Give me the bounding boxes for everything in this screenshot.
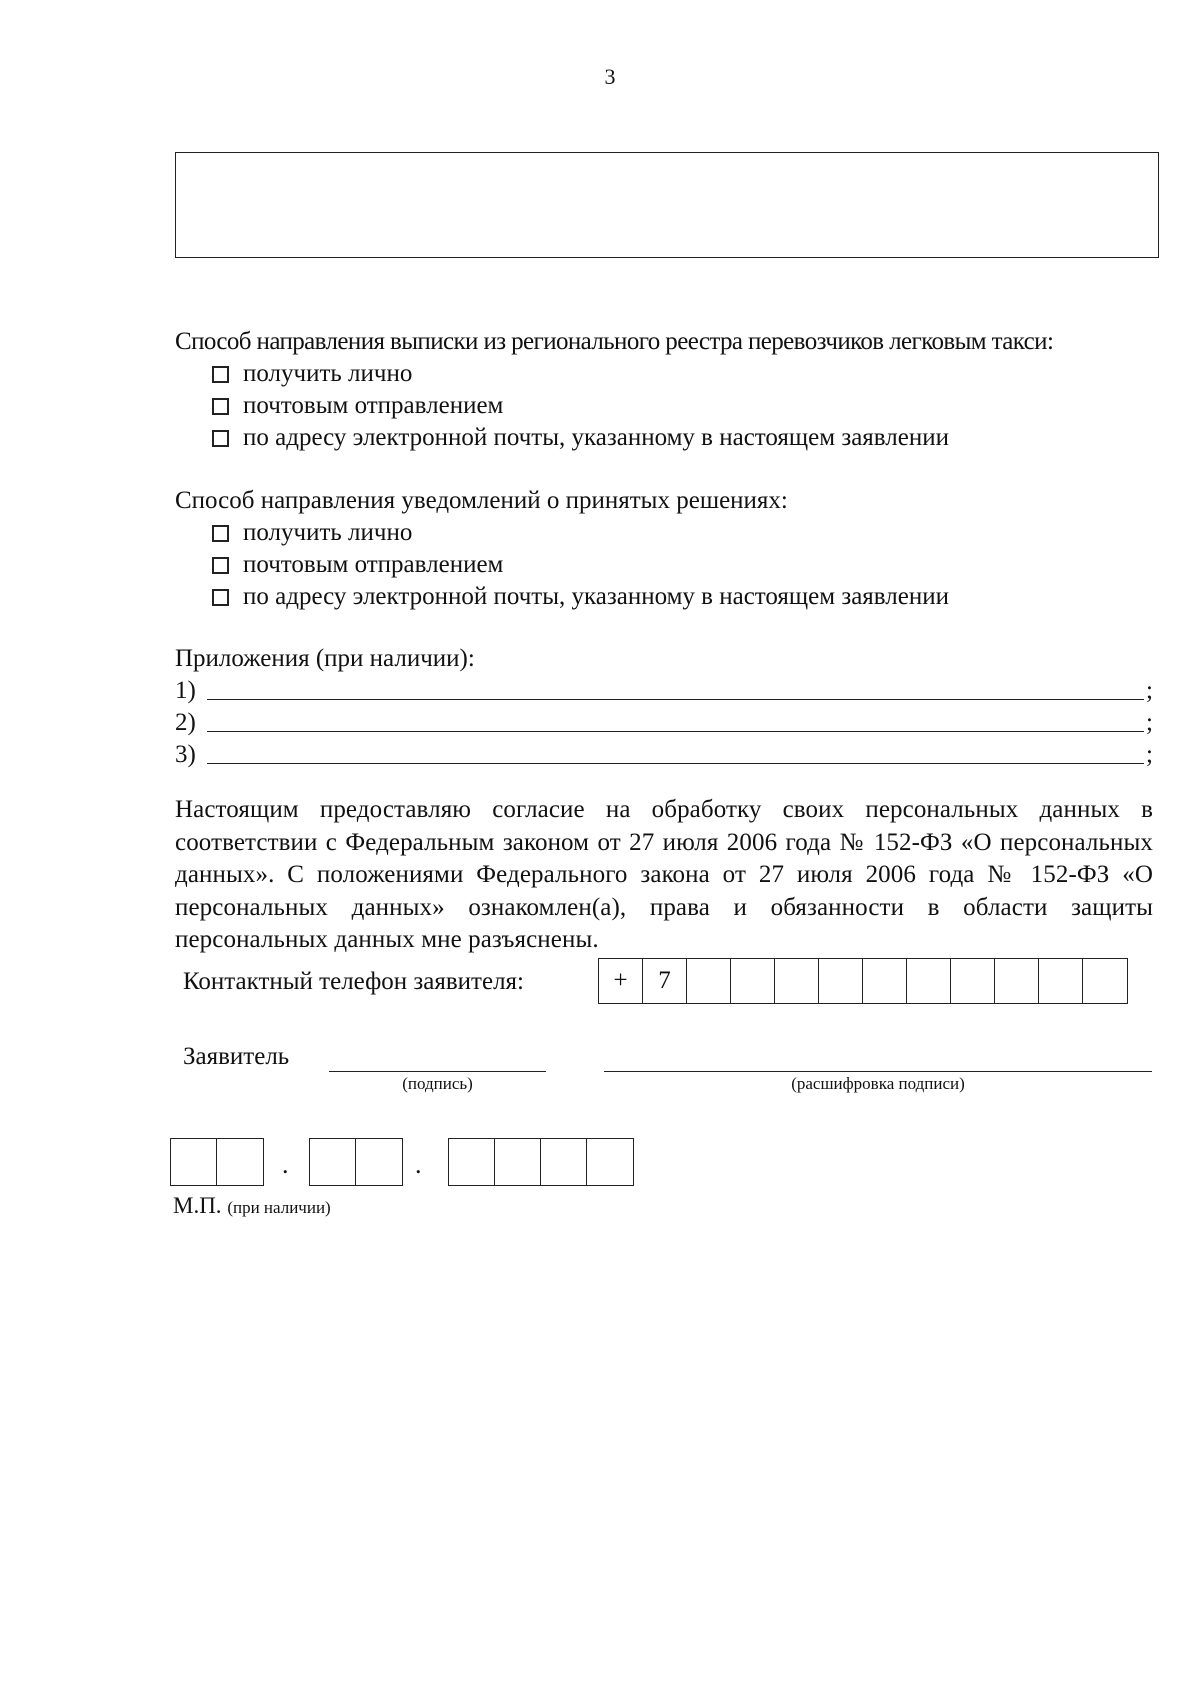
notification-option-post[interactable] xyxy=(212,551,503,579)
checkbox[interactable] xyxy=(212,589,229,606)
stamp-abbr: М.П. xyxy=(173,1193,222,1218)
phone-cell[interactable] xyxy=(819,959,863,1003)
phone-cell[interactable]: + xyxy=(599,959,643,1003)
date-cell[interactable] xyxy=(217,1139,263,1185)
option-label: почтовым отправлением xyxy=(243,392,504,419)
option-label: получить лично xyxy=(243,360,413,387)
signature-decoding-caption: (расшифровка подписи) xyxy=(791,1074,965,1093)
checkbox[interactable] xyxy=(212,366,229,383)
phone-cell[interactable] xyxy=(1083,959,1127,1003)
attachment-line[interactable] xyxy=(207,709,1144,732)
attachment-line[interactable] xyxy=(207,741,1144,764)
attachment-end: ; xyxy=(1146,677,1153,704)
extract-option-post[interactable] xyxy=(212,392,503,420)
stamp-note: (при наличии) xyxy=(227,1198,331,1217)
consent-paragraph: Настоящим предоставляю согласие на обработку своих персональных данных в соответствии с Федеральным законом от 27 июля 2006 года № 152-ФЗ «О персональных данных». С положениями Федерального закона от 27 июля 2006 года № 152-ФЗ «О персональных данных» ознакомлен(а), права и обязанности в области защиты персональных данных мне разъяснены. xyxy=(175,796,1153,953)
checkbox[interactable] xyxy=(212,557,229,574)
extract-option-personal[interactable] xyxy=(212,360,412,388)
phone-cell[interactable] xyxy=(731,959,775,1003)
notification-option-personal[interactable] xyxy=(212,519,412,547)
phone-label: Контактный телефон заявителя: xyxy=(183,968,525,995)
notification-method-heading: Способ направления уведомлений о принятых решениях: xyxy=(175,487,788,514)
phone-cell[interactable] xyxy=(863,959,907,1003)
phone-cell[interactable] xyxy=(775,959,819,1003)
phone-cell[interactable] xyxy=(995,959,1039,1003)
option-label: по адресу электронной почты, указанному в настоящем заявлении xyxy=(243,583,949,610)
text-box[interactable] xyxy=(175,152,1159,258)
checkbox[interactable] xyxy=(212,398,229,415)
attachment-end: ; xyxy=(1146,709,1153,736)
page-number: 3 xyxy=(604,64,616,89)
date-cell[interactable] xyxy=(541,1139,587,1185)
phone-cell[interactable] xyxy=(951,959,995,1003)
phone-input[interactable] xyxy=(598,958,1128,1004)
date-cell[interactable] xyxy=(587,1139,633,1185)
extract-option-email[interactable] xyxy=(212,424,949,452)
checkbox[interactable] xyxy=(212,430,229,447)
attachment-row[interactable] xyxy=(175,709,1153,737)
attachment-end: ; xyxy=(1146,741,1153,768)
phone-cell[interactable] xyxy=(1039,959,1083,1003)
signature-line[interactable] xyxy=(329,1071,546,1072)
attachment-line[interactable] xyxy=(207,677,1144,700)
date-cell[interactable] xyxy=(356,1139,402,1185)
option-label: по адресу электронной почты, указанному в настоящем заявлении xyxy=(243,424,949,451)
date-day[interactable] xyxy=(170,1138,264,1186)
notification-option-email[interactable] xyxy=(212,583,949,611)
date-cell[interactable] xyxy=(171,1139,217,1185)
attachment-number: 1) xyxy=(175,677,196,704)
phone-cell[interactable] xyxy=(687,959,731,1003)
date-cell[interactable] xyxy=(449,1139,495,1185)
signature-caption: (подпись) xyxy=(402,1074,473,1093)
phone-cell[interactable] xyxy=(907,959,951,1003)
date-month[interactable] xyxy=(309,1138,403,1186)
option-label: почтовым отправлением xyxy=(243,551,504,578)
checkbox[interactable] xyxy=(212,525,229,542)
stamp-label xyxy=(173,1193,331,1219)
signature-decoding-line[interactable] xyxy=(604,1071,1152,1072)
date-separator: . xyxy=(282,1150,289,1179)
date-year[interactable] xyxy=(448,1138,634,1186)
attachment-number: 2) xyxy=(175,709,196,736)
extract-method-heading: Способ направления выписки из регионального реестра перевозчиков легковым такси: xyxy=(175,328,1054,355)
attachment-row[interactable] xyxy=(175,677,1153,705)
attachment-number: 3) xyxy=(175,741,196,768)
date-cell[interactable] xyxy=(495,1139,541,1185)
date-separator: . xyxy=(415,1150,422,1179)
attachments-heading: Приложения (при наличии): xyxy=(175,645,475,672)
applicant-label: Заявитель xyxy=(183,1043,290,1070)
date-cell[interactable] xyxy=(310,1139,356,1185)
option-label: получить лично xyxy=(243,519,413,546)
attachment-row[interactable] xyxy=(175,741,1153,769)
phone-cell[interactable]: 7 xyxy=(643,959,687,1003)
